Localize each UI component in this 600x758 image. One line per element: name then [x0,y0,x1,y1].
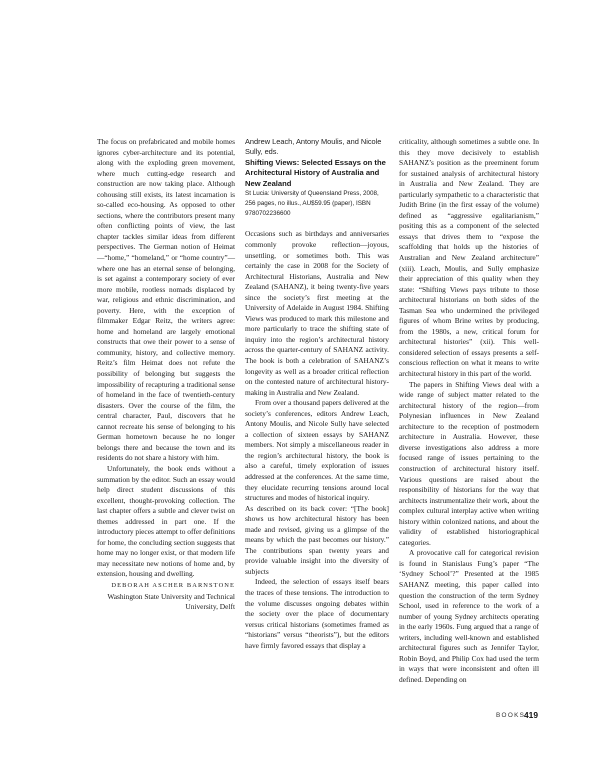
review-paragraph: Indeed, the selection of essays itself bears the traces of these tensions. The introduction to the volume discusses ongoing debates within the society over the place of documentary versus critical historians (sometimes framed as “historians” versus “theorists”), but the editors have firmly favored essays that display a [245,577,389,650]
reviewer-name: DEBORAH ASCHER BARNSTONE [111,581,235,589]
reviewer-affiliation: Washington State University and Technical University, Delft [107,591,235,612]
column-left [97,137,235,613]
review-paragraph: A provocative call for categorical revision is found in Stanislaus Fung’s paper “The ‘Sydney School’?” Presented at the 1985 SAHANZ meeting, this paper called into question the construction of the term Sydney School, used in reference to the work of a number of young Sydney architects operating in the early 1960s. Fung argued that a range of writers, including well-known and established architectural figures such as Jennifer Taylor, Robin Boyd, and Philip Cox had used the term in ways that were inconsistent and often ill defined. Depending on [399,548,539,684]
column-middle [245,137,389,651]
review-paragraph: From over a thousand papers delivered at the society’s conferences, editors Andrew Leach, Antony Moulis, and Nicole Sully have selected a collection of sixteen essays by SAHANZ members. Not simply a miscellaneous reader in the region’s architectural history, the book is also a careful, timely exploration of issues addressed at the conferences. At the same time, they elucidate recurring tensions around local structures and modes of historical inquiry. [245,398,389,503]
running-footer-section: BOOKS [496,712,526,719]
column-right [399,137,539,685]
book-title: Shifting Views: Selected Essays on the Architectural History of Australia and New Zealand [245,157,386,188]
book-authors: Andrew Leach, Antony Moulis, and Nicole Sully, eds. [245,137,382,157]
page-number: 419 [524,710,538,720]
review-paragraph: As described on its back cover: “[The book] shows us how architectural history has been made and revised, giving us a glimpse of the means by which the past becomes our history.” The contributions span twenty years and provide valuable insight into the diversity of subjects [245,503,389,576]
review-paragraph: The papers in Shifting Views deal with a wide range of subject matter related to the architectural history of the region—from Polynesian influences in New Zealand architecture to the reception of postmodern architecture in Australia. However, these diverse investigations also address a more focused range of issues pertaining to the construction of architectural history itself. Various questions are raised about the responsibility of historians for the way that architects instrumentalize their work, about the complex cultural interplay active when writing history within colonized nations, and about the validity of established historiographical categories. [399,379,539,547]
review-paragraph: Occasions such as birthdays and anniversaries commonly provoke reflection—joyous, unsettling, or sometimes both. This was certainly the case in 2008 for the Society of Architectural Historians, Australia and New Zealand (SAHANZ), it being twenty-five years since the society’s first meeting at the University of Adelaide in August 1984. Shifting Views was produced to mark this milestone and more particularly to trace the shifting state of inquiry into the region’s architectural history across the quarter-century of SAHANZ activity. The book is both a celebration of SAHANZ’s longevity as well as a broader critical reflection on the contested nature of architectural history-making in Australia and New Zealand. [245,229,389,397]
review-paragraph: The focus on prefabricated and mobile homes ignores cyber-architecture and its potential, along with the exploding green movement, where much cutting-edge research and construction are now taking place. Although cohousing still exists, its latest incarnation is so-called eco-housing. As opposed to other sections, where the contributors present many often conflicting points of view, the last chapter tackles similar ideas from different perspectives. The German notion of Heimat—“home,” “homeland,” or “home country”—where one has an eternal sense of belonging, is set against a contemporary society of ever more mobile, rootless nomads displaced by war, religious and ethnic discrimination, and poverty. Here, with the exception of filmmaker Edgar Reitz, the writers agree: home and homeland are largely emotional constructs that owe their power to a sense of community, history, and collective memory. Reitz’s film Heimat does not refute the possibility of belonging but suggests the impossibility of recapturing a traditional sense of homeland in the face of twentieth-century disasters. Over the course of the film, the central character, Paul, discovers that he cannot recreate his sense of belonging to his German hometown because he no longer belongs there and because the town and its residents do not share a history with him. [97,137,235,463]
book-publication-info: St Lucia: University of Queensland Press, 2008, 256 pages, no illus., AU$59.95 (paper), ISBN 9780702236600 [245,190,379,217]
review-paragraph: Unfortunately, the book ends without a summation by the editor. Such an essay would help direct student discussions of this excellent, thought-provoking collection. The last chapter offers a subtle and clever twist on themes addressed in part one. If the introductory pieces attempt to offer definitions for home, the concluding section suggests that home may no longer exist, or that modern life may necessitate new notions of home and, by extension, housing and dwelling. [97,463,235,579]
review-paragraph: criticality, although sometimes a subtle one. In this they move decisively to establish SAHANZ’s position as the preeminent forum for sustained analysis of architectural history in Australia and New Zealand. They are particularly sympathetic to a characteristic that Judith Brine (in the first essay of the volume) defined as “aggressive egalitarianism,” positing this as a component of the selected essays that drives them to “expose the scaffolding that holds up the histories of Australian and New Zealand architecture” (xiii). Leach, Moulis, and Sully emphasize their appreciation of this quality when they state: “Shifting Views pays tribute to those architectural historians on both sides of the Tasman Sea who undermined the privileged figures of whom Brine writes by producing, from the 1980s, a new, critical forum for architectural histories” (xii). This well-considered selection of essays presents a self-conscious reflection on what it means to write architectural history in this part of the world. [399,137,539,379]
book-header [245,137,389,218]
